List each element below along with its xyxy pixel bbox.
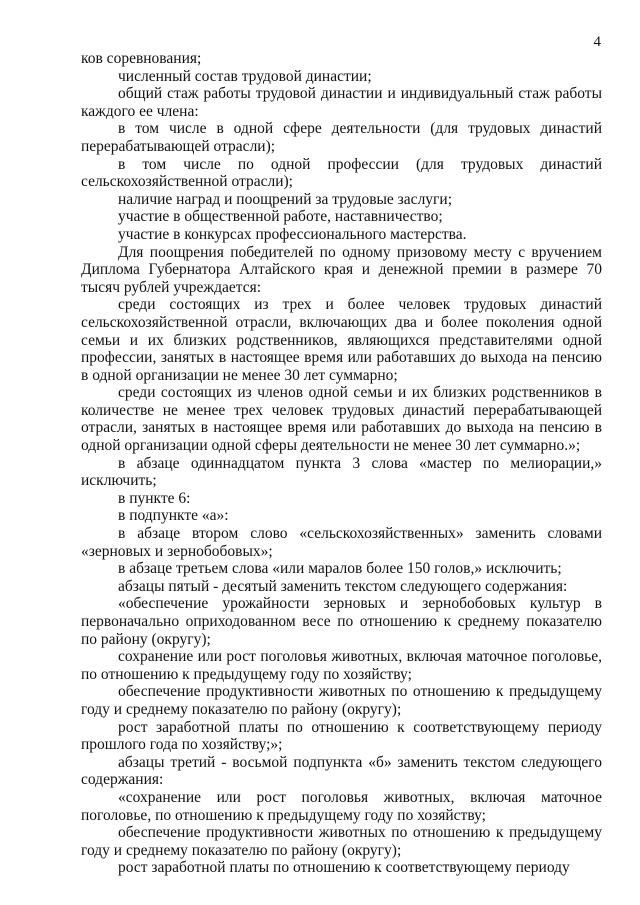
- paragraph: абзацы третий - восьмой подпункта «б» заменить текстом следующего содержания:: [81, 753, 602, 789]
- paragraph: наличие наград и поощрений за трудовые заслуги;: [118, 190, 453, 208]
- paragraph: в абзаце втором слово «сельскохозяйственных» заменить словами «зерновых и зернобобовых»;: [81, 525, 602, 560]
- paragraph: Для поощрения победителей по одному призовому месту с вручением Диплома Губернатора Алтайского края и денежной премии в размере 70 тысяч рублей учреждается:: [81, 243, 602, 296]
- paragraph: в пункте 6:: [118, 489, 191, 507]
- paragraph: обеспечение продуктивности животных по отношению к предыдущему году и среднему показателю по району (округу);: [81, 824, 602, 859]
- paragraph: среди состоящих из членов одной семьи и их близких родственников в количестве не менее трех человек трудовых династий перерабатывающей отрасли, занятых в настоящее время или работавших до выхода на пенсию в одной организации одной сферы деятельности не менее 30 лет суммарно.»;: [81, 384, 602, 455]
- paragraph: участие в конкурсах профессионального мастерства.: [118, 225, 467, 243]
- page-number: 4: [593, 34, 601, 50]
- paragraph: «обеспечение урожайности зерновых и зернобобовых культур в первоначально оприходованном весе по отношению к среднему показателю по району (округу);: [81, 595, 602, 648]
- paragraph: общий стаж работы трудовой династии и индивидуальный стаж работы каждого ее члена:: [81, 85, 602, 120]
- paragraph: «сохранение или рост поголовья животных, включая маточное поголовье, по отношению к предыдущему году по хозяйству;: [81, 788, 602, 824]
- paragraph: численный состав трудовой династии;: [118, 67, 372, 85]
- paragraph: в том числе в одной сфере деятельности (для трудовых династий перерабатывающей отрасли);: [81, 120, 602, 155]
- document-body: [81, 50, 602, 877]
- paragraph: в абзаце одиннадцатом пункта 3 слова «мастер по мелиорации,» исключить;: [81, 454, 602, 490]
- paragraph: в том числе по одной профессии (для трудовых династий сельскохозяйственной отрасли);: [81, 155, 602, 191]
- paragraph: абзацы пятый - десятый заменить текстом следующего содержания:: [118, 577, 568, 595]
- paragraph: сохранение или рост поголовья животных, включая маточное поголовье, по отношению к предыдущему году по хозяйству;: [81, 648, 602, 683]
- paragraph: участие в общественной работе, наставничество;: [118, 208, 443, 226]
- paragraph: в абзаце третьем слова «или маралов более 150 голов,» исключить;: [118, 560, 562, 578]
- paragraph: рост заработной платы по отношению к соответствующему периоду: [118, 859, 570, 877]
- paragraph: рост заработной платы по отношению к соответствующему периоду прошлого года по хозяйству;»;: [81, 718, 602, 754]
- paragraph: обеспечение продуктивности животных по отношению к предыдущему году и среднему показателю по району (округу);: [81, 683, 602, 718]
- paragraph: ков соревнования;: [81, 50, 202, 67]
- paragraph: в подпункте «а»:: [118, 507, 229, 525]
- paragraph: среди состоящих из трех и более человек трудовых династий сельскохозяйственной отрасли, включающих два и более поколения одной семьи и их близких родственников, являющихся представителями одной профессии, занятых в настоящее время или работавших до выхода на пенсию в одной организации не менее 30 лет суммарно;: [81, 296, 602, 384]
